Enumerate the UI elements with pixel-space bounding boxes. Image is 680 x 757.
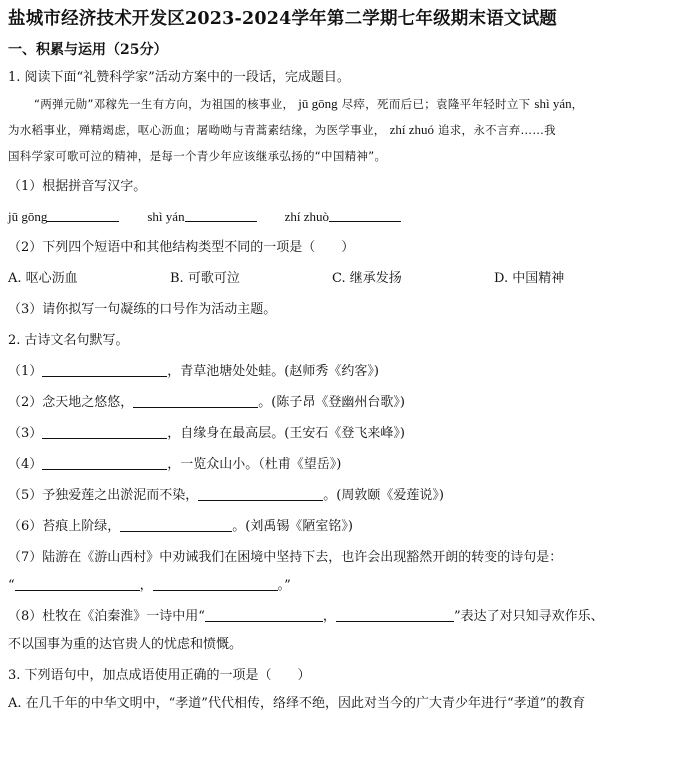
pinyin-zhizhuo: zhí zhuó <box>389 122 434 137</box>
answer-blank[interactable] <box>47 207 119 222</box>
question-2-stem: 2. 古诗文名句默写。 <box>8 333 129 348</box>
recite-item-6: （6）苔痕上阶绿， 。(刘禹锡《陋室铭》) <box>8 519 353 534</box>
recite-item-4: （4） ，一览众山小。（杜甫《望岳》) <box>8 457 342 472</box>
recite-item-5: （5）予独爱莲之出淤泥而不染， 。(周敦颐《爱莲说》) <box>8 488 444 503</box>
q1-sub2: （2）下列四个短语中和其他结构类型不同的一项是（ ） <box>8 240 355 255</box>
recite-item-7: （7）陆游在《游山西村》中劝诫我们在困境中坚持下去，也许会出现豁然开朗的转变的诗句是： <box>8 550 563 565</box>
recite-item-3: （3） ，自缘身在最高层。(王安石《登飞来峰》) <box>8 426 405 441</box>
pinyin-label-3: zhí zhuò <box>284 209 329 224</box>
q3-option-a[interactable]: A. 在几千年的中华文明中，“孝道”代代相传，络绎不绝，因此对当今的广大青少年进行“孝道”的教育 <box>8 696 586 711</box>
pinyin-fill-row <box>8 207 670 227</box>
answer-blank[interactable] <box>185 207 257 222</box>
recite-item-8-cont: 不以国事为重的达官贵人的忧虑和愤慨。 <box>8 637 243 652</box>
pinyin-shiyan: shì yán <box>534 96 572 111</box>
recite-item-2: （2）念天地之悠悠， 。(陈子昂《登幽州台歌》) <box>8 395 405 410</box>
q1-sub3: （3）请你拟写一句凝练的口号作为活动主题。 <box>8 302 277 317</box>
answer-blank[interactable] <box>42 362 167 377</box>
answer-blank[interactable] <box>153 576 278 591</box>
pinyin-label-1: jū gōng <box>8 209 48 224</box>
passage-line-3: 国科学家可歌可泣的精神，是每一个青少年应该继承弘扬的“中国精神”。 <box>8 149 387 163</box>
answer-blank[interactable] <box>42 424 167 439</box>
option-b[interactable]: B. 可歌可泣 <box>170 271 240 286</box>
q1-sub1: （1）根据拼音写汉字。 <box>8 179 147 194</box>
passage-line-2: 为水稻事业，殚精竭虑，呕心沥血；屠呦呦与青蒿素结缘，为医学事业， zhí zhuó 追求，永不言弃……我 <box>8 122 556 137</box>
pinyin-label-2: shì yán <box>147 209 185 224</box>
answer-blank[interactable] <box>329 207 401 222</box>
page-title: 盐城市经济技术开发区2023-2024学年第二学期七年级期末语文试题 <box>8 9 557 29</box>
option-c[interactable]: C. 继承发扬 <box>332 271 402 286</box>
question-3-stem: 3. 下列语句中，加点成语使用正确的一项是（ ） <box>8 668 311 683</box>
answer-blank[interactable] <box>15 576 140 591</box>
q1-options <box>8 269 670 289</box>
passage-line-1: “两弹元勋”邓稼先一生有方向，为祖国的核事业， jū gōng 尽瘁，死而后已；袁隆平年轻时立下 shì yán， <box>34 96 584 111</box>
answer-blank[interactable] <box>42 455 167 470</box>
answer-blank[interactable] <box>120 517 232 532</box>
section-heading: 一、积累与运用（25分） <box>8 42 168 58</box>
answer-blank[interactable] <box>336 607 454 622</box>
answer-blank[interactable] <box>198 486 323 501</box>
recite-item-1: （1） ，青草池塘处处蛙。(赵师秀《约客》) <box>8 364 379 379</box>
recite-item-8: （8）杜牧在《泊秦淮》一诗中用“ ， ”表达了对只知寻欢作乐、 <box>8 609 604 624</box>
option-a[interactable]: A. 呕心沥血 <box>8 271 78 286</box>
answer-blank[interactable] <box>133 393 258 408</box>
answer-blank[interactable] <box>205 607 323 622</box>
option-d[interactable]: D. 中国精神 <box>494 271 565 286</box>
pinyin-jugong: jū gōng <box>298 96 338 111</box>
question-1-stem: 1. 阅读下面“礼赞科学家”活动方案中的一段话，完成题目。 <box>8 70 350 85</box>
recite-item-7-blanks: “ ， 。” <box>8 578 291 593</box>
